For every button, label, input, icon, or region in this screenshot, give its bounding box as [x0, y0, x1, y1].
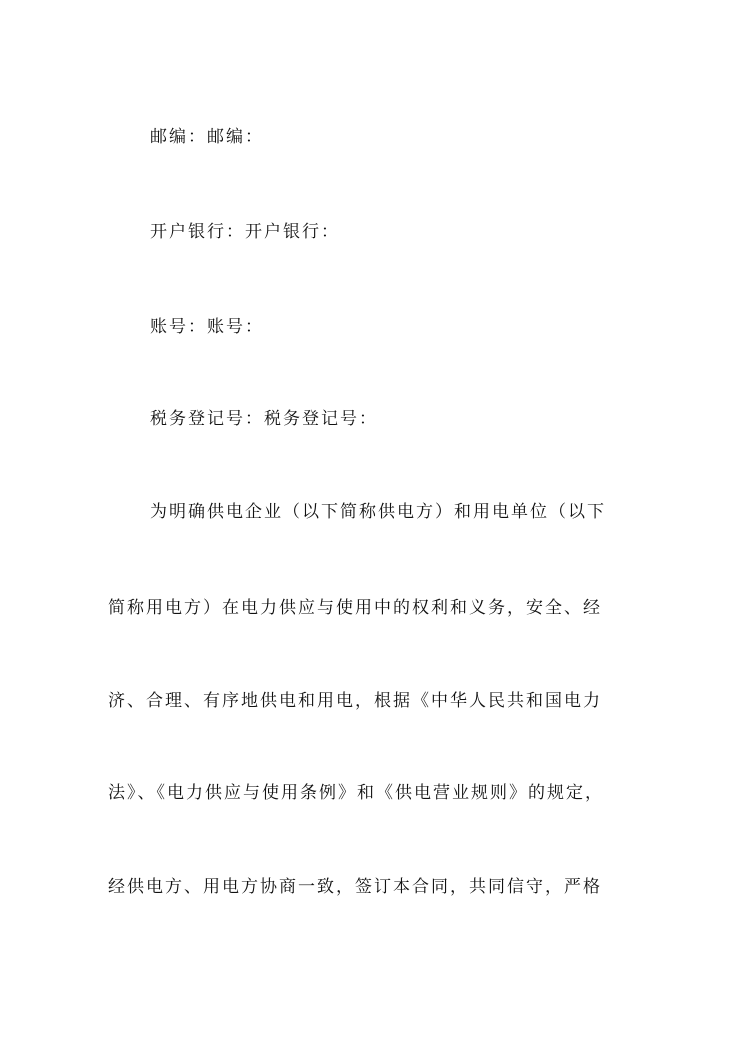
paragraph-line-1: 为明确供电企业（以下简称供电方）和用电单位（以下 — [150, 502, 606, 522]
paragraph-line-2: 简称用电方）在电力供应与使用中的权利和义务，安全、经 — [108, 598, 602, 618]
postcode-label: 邮编： — [150, 127, 207, 147]
bank-label: 开户银行： — [150, 222, 245, 242]
account-value: 账号： — [207, 317, 264, 337]
account-field — [150, 312, 264, 337]
tax-id-field — [150, 404, 378, 429]
tax-id-value: 税务登记号： — [264, 409, 378, 429]
paragraph-line-3: 济、合理、有序地供电和用电，根据《中华人民共和国电力 — [108, 691, 602, 711]
postcode-value: 邮编： — [207, 127, 264, 147]
tax-id-label: 税务登记号： — [150, 409, 264, 429]
postcode-field — [150, 122, 264, 147]
paragraph-line-5: 经供电方、用电方协商一致，签订本合同，共同信守，严格 — [108, 877, 602, 897]
bank-value: 开户银行： — [245, 222, 340, 242]
paragraph-line-4: 法》、《电力供应与使用条例》和《供电营业规则》的规定， — [108, 783, 604, 803]
account-label: 账号： — [150, 317, 207, 337]
bank-field — [150, 217, 340, 242]
